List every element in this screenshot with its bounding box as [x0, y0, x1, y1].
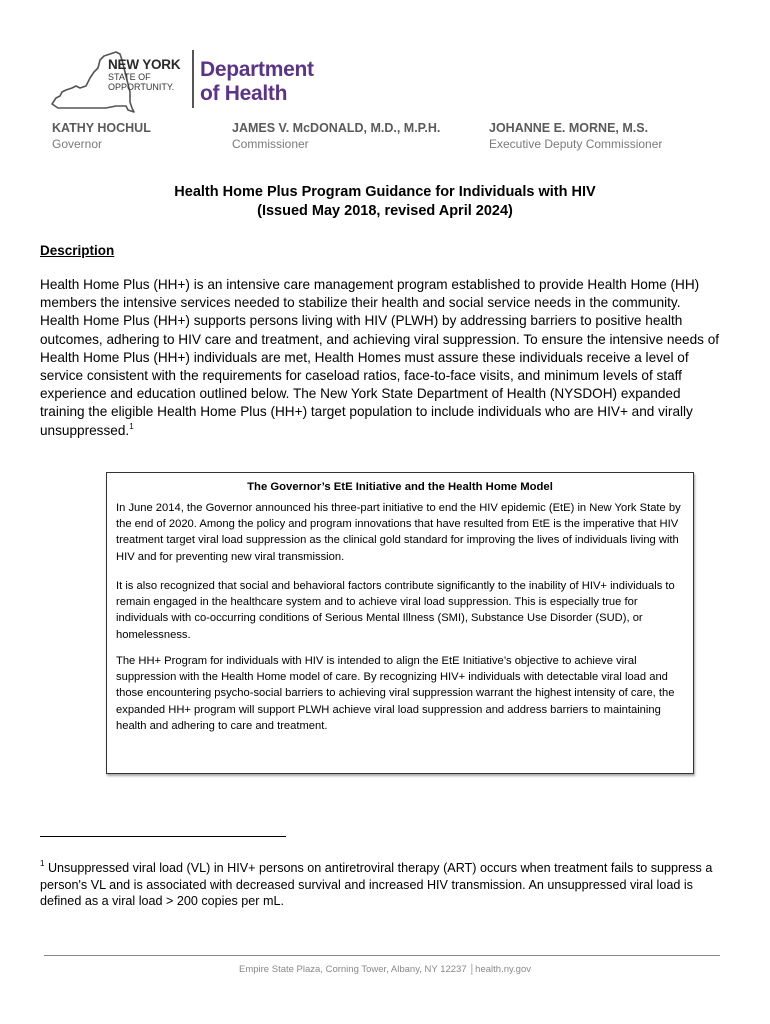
deputy-commissioner-title: Executive Deputy Commissioner [489, 137, 663, 151]
document-title [0, 183, 770, 221]
description-paragraph [40, 276, 720, 440]
ny-logo-wordmark: NEW YORK [108, 57, 181, 72]
footnote-separator [40, 836, 286, 837]
deputy-commissioner-name: JOHANNE E. MORNE, M.S. [489, 121, 649, 135]
callout-title: The Governor’s EtE Initiative and the Health Home Model [247, 481, 553, 493]
ny-logo-tagline [108, 72, 174, 92]
callout-paragraph-3: The HH+ Program for individuals with HIV is intended to align the EtE Initiative’s objective to achieve viral suppression with the Health Home model of care. By recognizing HIV+ individuals with detectable viral load and those encountering psycho-social barriers to achieving viral suppression warrant the highest intensity of care, the expanded HH+ program will support PLWH achieve viral load suppression and address barriers to maintaining health and adhering to care and treatment. [116, 655, 675, 732]
document-title-line1: Health Home Plus Program Guidance for Individuals with HIV [174, 184, 596, 200]
logo-divider [192, 50, 194, 108]
footnote-reference[interactable]: 1 [129, 421, 134, 431]
document-title-line2: (Issued May 2018, revised April 2024) [257, 203, 513, 219]
footnote-text: Unsuppressed viral load (VL) in HIV+ persons on antiretroviral therapy (ART) occurs when treatment fails to suppress a person's VL and is associated with decreased survival and increased HIV transmission. An unsuppressed viral load is defined as a viral load > 200 copies per mL. [40, 861, 713, 908]
commissioner-title: Commissioner [232, 137, 309, 151]
description-text: Health Home Plus (HH+) is an intensive care management program established to provide Health Home (HH) members the intensive services needed to stabilize their health and social service needs in the community. Health Home Plus (HH+) supports persons living with HIV (PLWH) by addressing barriers to positive health outcomes, adhering to HIV care and treatment, and achieving viral suppression. To ensure the intensive needs of Health Home Plus (HH+) individuals are met, Health Homes must assure these individuals receive a level of service consistent with the requirements for caseload ratios, face-to-face visits, and minimum levels of staff experience and education outlined below. The New York State Department of Health (NYSDOH) expanded training the eligible Health Home Plus (HH+) target population to include individuals who are HIV+ and virally unsuppressed. [40, 277, 720, 438]
footer-divider [44, 955, 720, 956]
callout-paragraph-2: It is also recognized that social and behavioral factors contribute significantly to the inability of HIV+ individuals to remain engaged in the healthcare system and to achieve viral load suppression. This is especially true for individuals with co-occurring conditions of Serious Mental Illness (SMI), Substance Use Disorder (SUD), or homelessness. [116, 580, 675, 641]
department-logo-line2: of Health [200, 82, 288, 105]
commissioner-name: JAMES V. McDONALD, M.D., M.P.H. [232, 121, 441, 135]
governor-title: Governor [52, 137, 103, 151]
section-heading-description: Description [40, 243, 115, 258]
department-logo-line1: Department [200, 58, 314, 81]
governor-name: KATHY HOCHUL [52, 121, 151, 135]
footnote-number: 1 [40, 859, 45, 868]
ny-logo-tagline-line1: STATE OF [108, 72, 151, 82]
ny-logo-tagline-line2: OPPORTUNITY. [108, 82, 175, 92]
footnote [40, 860, 730, 910]
callout-paragraph-1: In June 2014, the Governor announced his three-part initiative to end the HIV epidemic (EtE) in New York State by the end of 2020. Among the policy and program innovations that have resulted from EtE is the imperative that HIV treatment target viral load suppression as the clinical gold standard for improving the lives of individuals living with HIV and for preventing new viral transmission. [116, 502, 681, 563]
footer-address: Empire State Plaza, Corning Tower, Albany, NY 12237 │health.ny.gov [239, 964, 531, 975]
